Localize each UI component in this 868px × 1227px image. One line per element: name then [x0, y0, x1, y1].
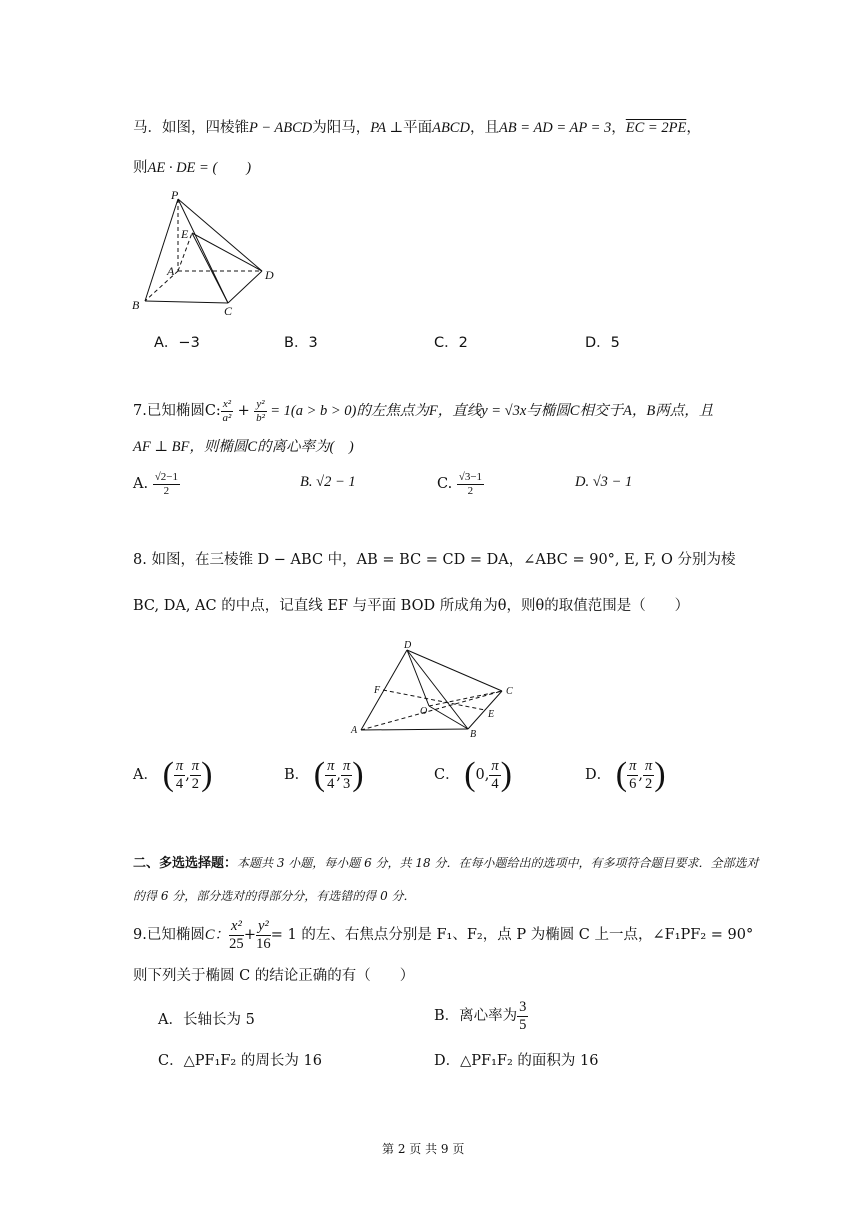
section2-desc2: 的得 6 分，部分选对的得部分分，有选错的得 0 分． — [133, 889, 416, 903]
q9-line1: 9.已知椭圆C： $\frac{\text{x²}}{25}$ + $\frac{\text{y²}}{16}$ = 1 的左、右焦点分别是 F₁、F₂，点 P 为椭圆 C 上一点，∠F₁PF₂ = 90° — [133, 918, 754, 952]
q8-option-c[interactable]: C． (0, $\frac{\pi}{4}$ ) — [434, 756, 512, 793]
q6-option-a[interactable]: A．−3 — [154, 335, 200, 351]
q8-option-d[interactable]: D． ( $\frac{\pi}{6}$ , $\frac{\pi}{2}$ ) — [585, 756, 666, 793]
q9-option-a[interactable]: A．长轴长为 5 — [158, 1012, 255, 1028]
q7-line1: 7.已知椭圆C: $\frac{\text{x²}}{\text{a²}}$ + $\frac{\text{y²}}{\text{b²}}$ = 1(a > b > 0)的左焦点为F，直线y = √3x与椭圆C相交于A，B两点，且 — [133, 398, 714, 424]
label-a: A — [167, 264, 175, 278]
q7-option-b[interactable]: B. √2 − 1 — [300, 474, 356, 490]
q8-figure-tetrahedron — [345, 636, 525, 740]
label-d: D — [404, 640, 412, 651]
q9-line2: 则下列关于椭圆 C 的结论正确的有（ ） — [133, 968, 415, 984]
section2-title: 二、多选选择题： — [133, 856, 238, 871]
label-a: A — [351, 725, 358, 736]
label-b: B — [470, 729, 477, 740]
q9-option-d[interactable]: D．△PF₁F₂ 的面积为 16 — [434, 1053, 599, 1069]
q9-option-b[interactable]: B．离心率为 $\frac{3}{5}$ — [434, 999, 527, 1033]
label-f: F — [374, 685, 381, 696]
q6-option-d[interactable]: D．5 — [585, 335, 620, 351]
q8-line1: 8. 如图，在三棱锥 D − ABC 中，AB = BC = CD = DA，∠ABC = 90°, E, F, O 分别为棱 — [133, 552, 736, 568]
page-footer: 第 2 页 共 9 页 — [382, 1142, 465, 1156]
q6-line2: 则AE · DE = ( ) — [133, 160, 252, 176]
q8-option-b[interactable]: B． ( $\frac{\pi}{4}$ , $\frac{\pi}{3}$ ) — [284, 756, 364, 793]
q6-figure-pyramid — [125, 185, 285, 320]
section2-header — [133, 852, 758, 871]
q7-option-c[interactable]: C. $\frac{√3-1}{2}$ — [437, 471, 483, 497]
q7-option-d[interactable]: D. √3 − 1 — [575, 474, 633, 490]
q9-option-c[interactable]: C．△PF₁F₂ 的周长为 16 — [158, 1053, 322, 1069]
q8-line2: BC, DA, AC 的中点，记直线 EF 与平面 BOD 所成角为θ，则θ的取值范围是（ ） — [133, 598, 690, 614]
label-e: E — [181, 227, 189, 241]
label-p: P — [171, 188, 179, 202]
q8-option-a[interactable]: A． ( $\frac{\pi}{4}$ , $\frac{\pi}{2}$ ) — [133, 756, 213, 793]
label-c: C — [506, 686, 513, 697]
q6-option-c[interactable]: C．2 — [434, 335, 468, 351]
label-d: D — [265, 268, 274, 282]
section2-desc1: 本题共 3 小题，每小题 6 分，共 18 分．在每小题给出的选项中，有多项符合题目要求．全部选对 — [237, 856, 759, 870]
label-b: B — [132, 298, 140, 312]
q6-line1: 马．如图，四棱锥P − ABCD为阳马，PA ⊥平面ABCD，且AB = AD = AP = 3，EC = 2PE， — [133, 120, 701, 136]
label-c: C — [224, 304, 233, 318]
q7-line2: AF ⊥ BF，则椭圆C的离心率为( ) — [133, 439, 354, 455]
q6-option-b[interactable]: B．3 — [284, 335, 318, 351]
label-e: E — [488, 709, 495, 720]
q7-option-a[interactable]: A. $\frac{√2-1}{2}$ — [133, 471, 178, 497]
label-o: O — [420, 706, 428, 717]
